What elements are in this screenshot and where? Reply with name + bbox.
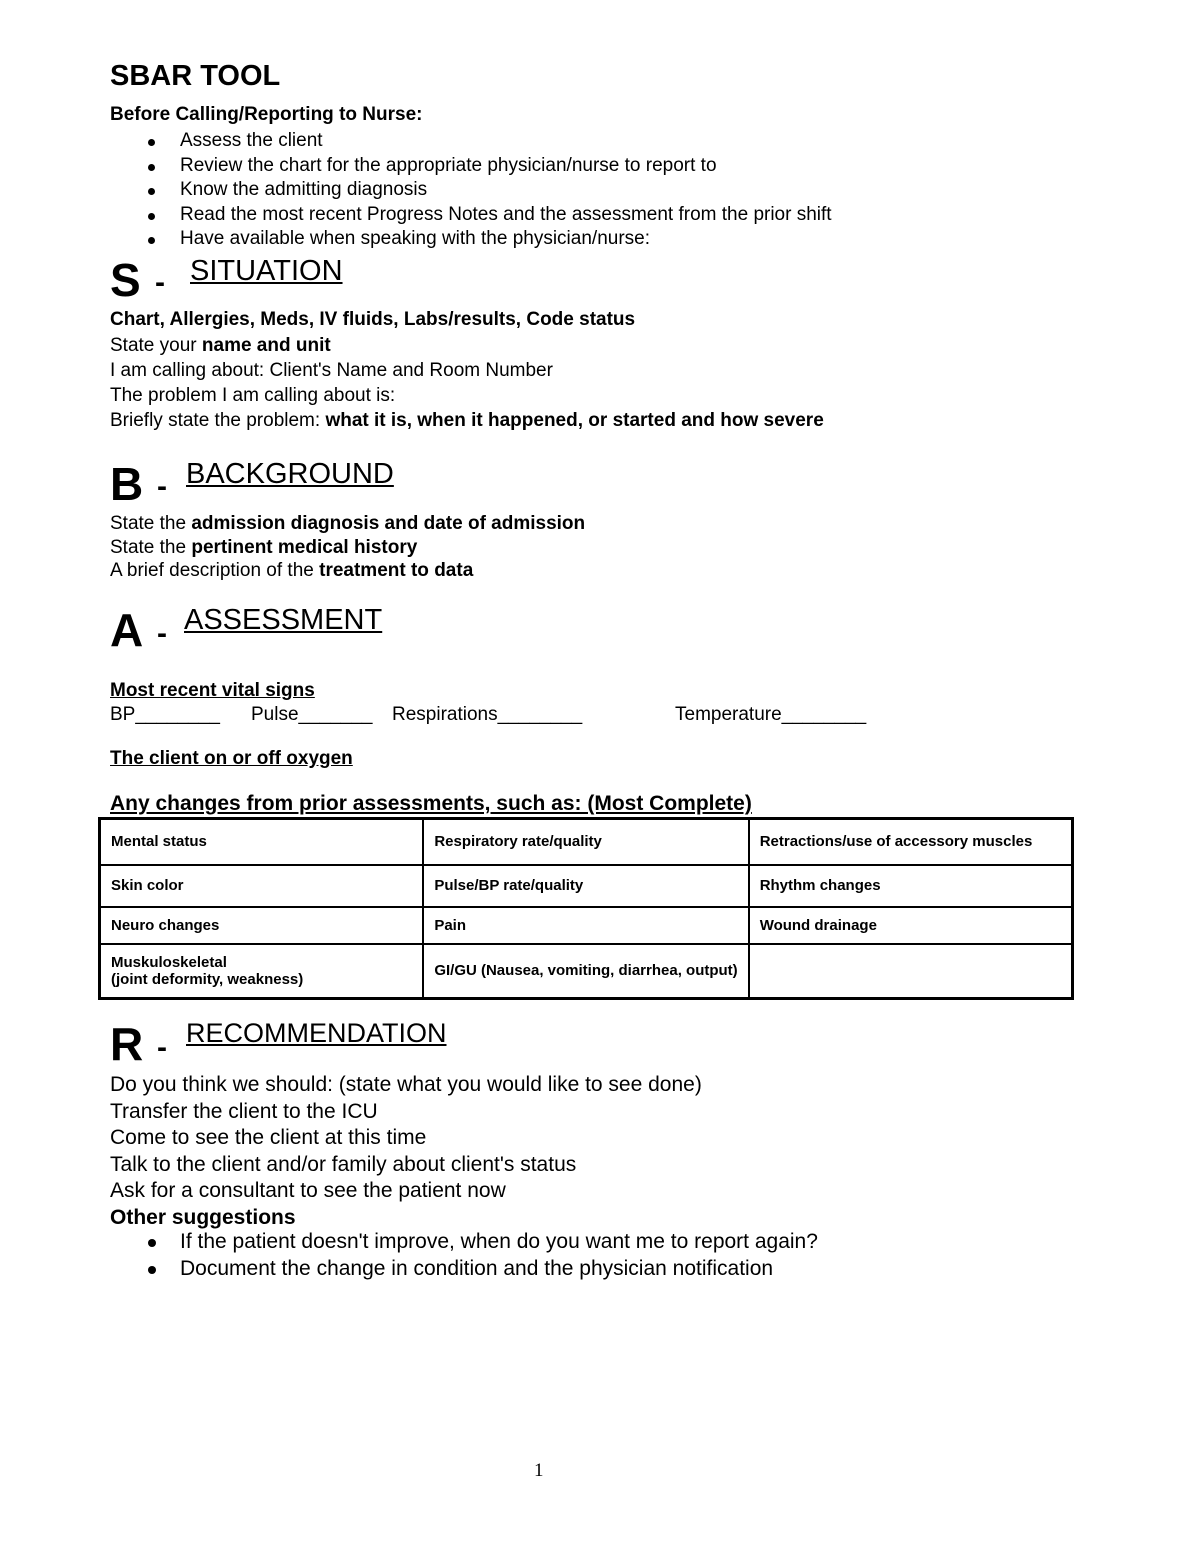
vitals-respirations: Respirations________ [392,704,583,725]
section-title-recommendation: RECOMMENDATION [186,1018,447,1048]
text: Briefly state the problem: [110,410,326,431]
vitals-temperature: Temperature________ [675,704,867,725]
situation-line-name [110,334,331,358]
situation-line-calling: I am calling about: Client's Name and Room Number [110,360,553,381]
list-item: Assess the client [110,129,832,154]
oxygen-line: The client on or off oxygen [110,748,353,769]
list-item: Read the most recent Progress Notes and the assessment from the prior shift [110,203,832,228]
table-cell: Mental status [100,819,424,865]
text-bold: treatment to data [319,560,474,581]
recommendation-line: Ask for a consultant to see the patient now [110,1179,506,1202]
situation-checklist: Chart, Allergies, Meds, IV fluids, Labs/results, Code status [110,309,636,330]
table-cell: Pain [423,907,748,944]
vitals-bp: BP________ [110,704,220,725]
recommendation-lines [110,1072,702,1231]
section-letter-s: S [110,254,141,306]
other-suggestions-list [110,1228,818,1282]
before-heading: Before Calling/Reporting to Nurse: [110,104,423,125]
other-suggestions-heading: Other suggestions [110,1205,296,1229]
table-cell: Respiratory rate/quality [423,819,748,865]
list-item: Review the chart for the appropriate physician/nurse to report to [110,154,832,179]
table-cell: Neuro changes [100,907,424,944]
table-row [100,944,1073,999]
text-bold: pertinent medical history [191,537,418,558]
table-cell [100,944,424,999]
section-letter-a: A [110,604,144,656]
table-row [100,907,1073,944]
section-letter-r: R [110,1018,144,1070]
table-cell [749,944,1073,999]
section-dash: - [157,470,167,503]
list-item: Document the change in condition and the physician notification [110,1255,818,1282]
text-bold: admission diagnosis and date of admission [191,513,586,534]
table-cell: Rhythm changes [749,865,1073,907]
page-title: SBAR TOOL [110,60,281,92]
section-title-background: BACKGROUND [186,458,394,490]
vitals-pulse: Pulse_______ [251,704,373,725]
recommendation-line: Come to see the client at this time [110,1126,427,1149]
section-letter-b: B [110,458,144,510]
text: A brief description of the [110,560,320,581]
table-cell: Pulse/BP rate/quality [423,865,748,907]
table-cell: Wound drainage [749,907,1073,944]
background-line-history [110,536,417,560]
vitals-heading: Most recent vital signs [110,680,315,701]
list-item: Have available when speaking with the physician/nurse: [110,227,832,252]
table-row [100,819,1073,865]
section-title-assessment: ASSESSMENT [184,604,383,636]
section-dash: - [157,617,167,650]
before-list [110,129,832,252]
text-bold: what it is, when it happened, or started and how severe [325,410,824,431]
section-title-situation: SITUATION [190,255,343,287]
situation-line-problem: The problem I am calling about is: [110,385,396,406]
table-cell: Skin color [100,865,424,907]
list-item: If the patient doesn't improve, when do you want me to report again? [110,1228,818,1255]
assessment-table [98,817,1074,1000]
recommendation-line: Transfer the client to the ICU [110,1099,378,1123]
cell-note: (joint deformity, weakness) [111,970,304,988]
recommendation-line: Talk to the client and/or family about client's status [110,1152,577,1176]
table-cell: GI/GU (Nausea, vomiting, diarrhea, output) [423,944,748,999]
page-number: 1 [534,1460,544,1481]
section-dash: - [157,1031,167,1064]
text-bold: name and unit [201,335,331,356]
text: State the [110,537,192,558]
table-row [100,865,1073,907]
cell-text: Muskuloskeletal [111,953,227,971]
situation-line-brief [110,409,824,433]
table-cell: Retractions/use of accessory muscles [749,819,1073,865]
background-line-admission [110,512,585,536]
text: State your [110,335,202,356]
recommendation-line: Do you think we should: (state what you would like to see done) [110,1073,702,1096]
section-dash: - [155,266,165,299]
text: State the [110,513,192,534]
background-line-treatment [110,559,473,583]
changes-heading: Any changes from prior assessments, such as: (Most Complete) [110,792,752,815]
list-item: Know the admitting diagnosis [110,178,832,203]
